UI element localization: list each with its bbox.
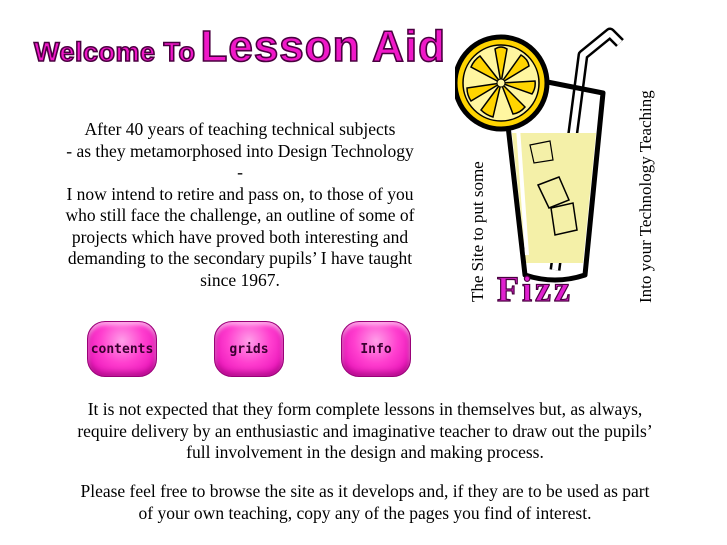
intro-line: demanding to the secondary pupils’ I have taught (67, 248, 413, 268)
intro-line: - as they metamorphosed into Design Technology (66, 140, 414, 161)
body-paragraph-2 (20, 481, 710, 524)
title-welcome: Welcome To (34, 37, 196, 67)
grids-button[interactable]: grids (214, 321, 284, 377)
body-paragraph-1 (20, 399, 710, 464)
contents-button[interactable]: contents (87, 321, 157, 377)
intro-text (40, 119, 440, 291)
paragraph-line: of your own teaching, copy any of the pages you find of interest. (138, 502, 592, 523)
intro-line: - (237, 162, 243, 182)
paragraph-line: It is not expected that they form complete lessons in themselves but, as always, (87, 399, 643, 419)
logo-fizz-text: Fizz (497, 269, 573, 309)
info-button[interactable]: Info (341, 321, 411, 377)
intro-line: who still face the challenge, an outline of some of (65, 205, 415, 225)
logo-left-text: The Site to put some (468, 161, 487, 302)
logo-right-text: Into your Technology Teaching (636, 90, 655, 303)
intro-line: I now intend to retire and pass on, to those of you (66, 183, 414, 204)
paragraph-line: full involvement in the design and making process. (186, 442, 544, 462)
title-site-name: Lesson Aid (200, 22, 446, 71)
intro-line: since 1967. (200, 269, 280, 290)
paragraph-line: Please feel free to browse the site as it develops and, if they are to be used as part (80, 481, 650, 501)
page-title (34, 22, 446, 72)
paragraph-line: require delivery by an enthusiastic and imaginative teacher to draw out the pupils’ (77, 420, 653, 441)
intro-line: After 40 years of teaching technical subjects (84, 119, 396, 139)
intro-line: projects which have proved both interesting and (71, 226, 409, 247)
